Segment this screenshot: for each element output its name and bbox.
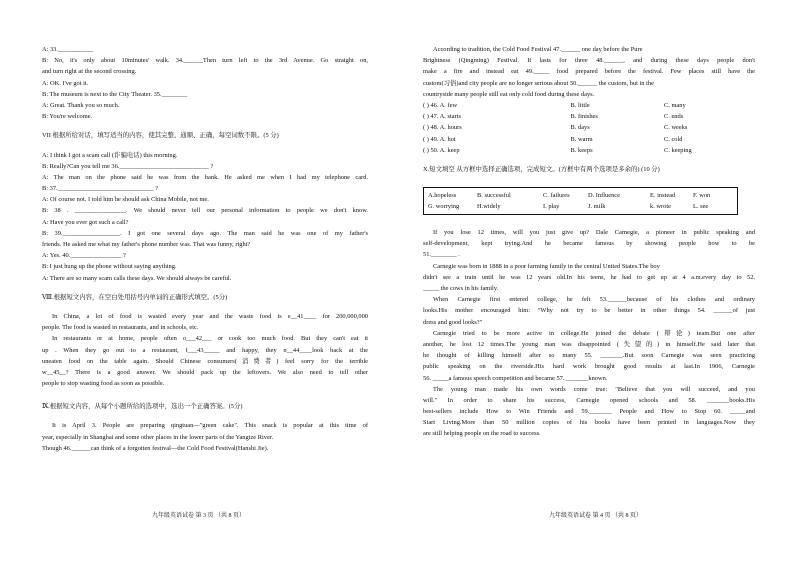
passage-line: make a fire and instead eat 49._____ food prepared before the festival. Few places still have the (423, 68, 755, 76)
section-10-title: X.短文填空 从方框中选择正确选项，完成短文。(方框中有两个选项是多余的) (10 分) (423, 165, 660, 173)
dialog-line: A: There are so many scam calls these days. We should always be careful. (42, 274, 232, 282)
dialog-line: B: 39.__________________. I got one several days ago. The man said he was one of my father's (42, 229, 368, 237)
word-box-row (428, 201, 733, 212)
option-b: B. little (570, 101, 590, 109)
option-c: C. ends (663, 113, 684, 121)
passage-line: 56. _____a famous speech competition and became 57. _______known. (423, 374, 608, 382)
option-a: ( ) 47. A. starts (423, 113, 461, 121)
passage-line: another, he lost 12 times.The young man was disappointed (失望的) in himself.He said later that (423, 340, 755, 348)
passage-line: In restaurants or at home, people often o___42___ or cook too much food. But they can't eat it (52, 335, 368, 343)
passage-line: uneaten food on the table again. Should Chinese consumers(消费者) feel sorry for the terrible (42, 357, 368, 365)
option-b: B. days (570, 124, 590, 132)
option-row (423, 100, 723, 111)
passage-line: In China, a lot of food is wasted every year and the waste food is e__41____ for 200,000,000 (52, 312, 368, 320)
dialog-line: A: Great. Thank you so much. (42, 101, 120, 109)
word-option: J. milk (588, 203, 606, 211)
passage-line: will." In order to share his success, Carnegie opened schools and 58. _______books.His (423, 396, 755, 404)
section-9-title: Ⅸ.根据短文内容，从每个小题所给的选项中，选出一个正确答案。(5分) (42, 403, 243, 411)
passage-line: he thought of killing himself after so many 55. _______.But soon Carnegie was seen practicing (423, 352, 755, 360)
dialog-line: B: The museum is next to the City Theater. 35.________ (42, 90, 188, 98)
option-b: B. warm (570, 135, 593, 143)
passage-line: Carnegie was born in 1888 in a poor farming family in the central United States.The boy (433, 262, 660, 270)
passage-line: looks.His mother encouraged him: "Why not try to be better in other things 54. ______of just (423, 307, 755, 315)
option-c: C. cold (663, 135, 683, 143)
dialog-line: B: You're welcome. (42, 113, 93, 121)
dialog-line: A: 33.___________ (42, 46, 94, 53)
dialog-line: A: OK. I've got it. (42, 79, 89, 87)
dialog-line: A: Have you ever got such a call? (42, 218, 129, 226)
choice-options (423, 100, 723, 156)
option-a: ( ) 49. A. hot (423, 135, 456, 143)
passage-line: Brightness (Qingming) Festival. It lasts for three 48.______, and during these days people don't (423, 57, 755, 65)
passage-line: didn't see a train until he was 12 years old.In his teens, he had to get up at 4 a.m.every day to 52. (423, 273, 755, 281)
passage-line: If you lose 12 times, will you just give up? Dale Carnegie, a pioneer in public speaking and (433, 229, 755, 237)
passage-line: When Carnegie first entered college, he felt 53.______because of his clothes and ordinary (433, 296, 755, 304)
page-footer: 九年级英语试卷 第 4 页 （共 8 页） (548, 513, 642, 519)
passage-line: Carnegie tried to be more active in college.He joined the debate (辩论) team.But one after (433, 329, 755, 337)
option-row (423, 122, 723, 133)
passage-line: custom(习俗)and city people are no longer serious about 50.______ the custom, but in the (423, 79, 654, 87)
section-8-title: Ⅷ.根据短文内容，在空白处用括号内单词的正确形式填空。(5分) (42, 293, 228, 301)
passage-line: w__45__? There is a good answer. We should pack up the leftovers. We also need to tell other (42, 368, 368, 376)
page-4 (397, 0, 794, 561)
passage-line: best-sellers include How to Win Friends and 59._______ People and How to Stop 60. _____and (423, 408, 755, 416)
word-option: D. Influence (588, 192, 620, 200)
passage-line: Start Living.More than 50 million copies of his books have been printed in languages.Now they (423, 419, 755, 427)
passage-line: people to stop wasting food as soon as possible. (42, 380, 165, 388)
option-a: ( ) 46. A. few (423, 101, 458, 109)
right-column (423, 44, 755, 440)
word-option: G. worrying (428, 203, 460, 211)
word-box-row (428, 190, 733, 201)
dialog-line: B: 37.______________________________ ? (42, 185, 158, 193)
passage-line: countryside many people still eat only cold food during these days. (423, 90, 595, 98)
word-option: F. won (693, 192, 711, 200)
passage-line: The young man made his own words come true: "Believe that you will succeed, and you (433, 385, 755, 393)
option-b: B. keeps (570, 146, 593, 154)
option-c: C. many (663, 101, 686, 109)
dialog-line: B: Really?Can you tell me 36.____________________________ ? (42, 162, 214, 170)
dialog-line: A: The man on the phone said he was from the bank. He asked me when I had my telephone card. (42, 173, 368, 181)
option-c: C. keeping (663, 146, 692, 154)
passage-line: are still helping people on the road to success. (423, 430, 541, 438)
dialog-line: friends. He asked me what my father's phone number was. That was funny, right? (42, 241, 251, 248)
passage-line: up . When they go out to a restaurant, f___43_____ and happy, they n__44____look back at the (42, 346, 368, 354)
dialog-line: A: I think I got a scam call (诈骗电话) this morning. (42, 151, 178, 159)
word-option: A.hopeless (428, 192, 457, 200)
dialog-line: B: 38 . ________________. We should never tell our personal information to people we don't know. (42, 207, 368, 215)
dialog-line: A: Yes. 40.________________ ? (42, 252, 126, 260)
dialog-line: B: I just hung up the phone without saying anything. (42, 263, 177, 271)
section-7-title: VII 根据所给对话，填写适当的内容，使其完整、通顺、正确，每空词数不限。(5 分) (42, 132, 279, 140)
word-option: C. failures (543, 192, 570, 200)
option-b: B. finishes (570, 113, 598, 121)
passage-line: year, especially in Shanghai and some other places in the lower parts of the Yangtze River. (42, 433, 274, 441)
left-column (42, 44, 368, 454)
word-option: B. successful (477, 192, 511, 200)
option-a: ( ) 50. A. keep (423, 146, 460, 154)
word-option: L. see (693, 203, 709, 211)
option-c: C. weeks (663, 124, 688, 132)
option-row (423, 145, 723, 156)
passage-line: It is April 3. People are preparing qingtuan—"green cake". This snack is popular at this time of (52, 422, 368, 430)
passage-line: Though 46.______can think of a forgotten festival—the Cold Food Festival(Hanshi Jie). (42, 444, 269, 452)
word-option: H.widely (477, 203, 501, 211)
option-row (423, 111, 723, 122)
word-option: I. play (543, 203, 560, 211)
word-option: E. instead (650, 192, 676, 200)
dialog-line: B: No, it's only about 10minutes' walk. 34.______Then turn left to the 3rd Avenue. Go straight on, (42, 57, 368, 65)
word-option: k. wrote (650, 203, 671, 211)
word-box (423, 187, 738, 215)
passage-line: According to tradition, the Cold Food Festival 47.______ one day before the Pure (433, 46, 643, 53)
dialog-line: and turn right at the second crossing. (42, 68, 137, 76)
passage-line: _____ the cows in his family. (423, 285, 499, 292)
option-a: ( ) 48. A. hours (423, 124, 462, 132)
passage-line: dress and good looks?" (423, 318, 483, 326)
dialog-line: A: Of course not. I told him he should ask China Mobile, not me. (42, 196, 209, 204)
page-footer: 九年级英语试卷 第 3 页 （共 8 页） (151, 513, 245, 519)
passage-line: public speaking on the riverside.His hard work brought good results at last.In 1906, Carnegie (423, 363, 755, 371)
passage-line: self-development, kept trying.And he became famous by showing people how to be (423, 240, 755, 248)
passage-line: people. The food is wasted in restaurants, and in schools, etc. (42, 324, 199, 332)
option-row (423, 134, 723, 145)
passage-line: 51.________ . (423, 251, 460, 259)
